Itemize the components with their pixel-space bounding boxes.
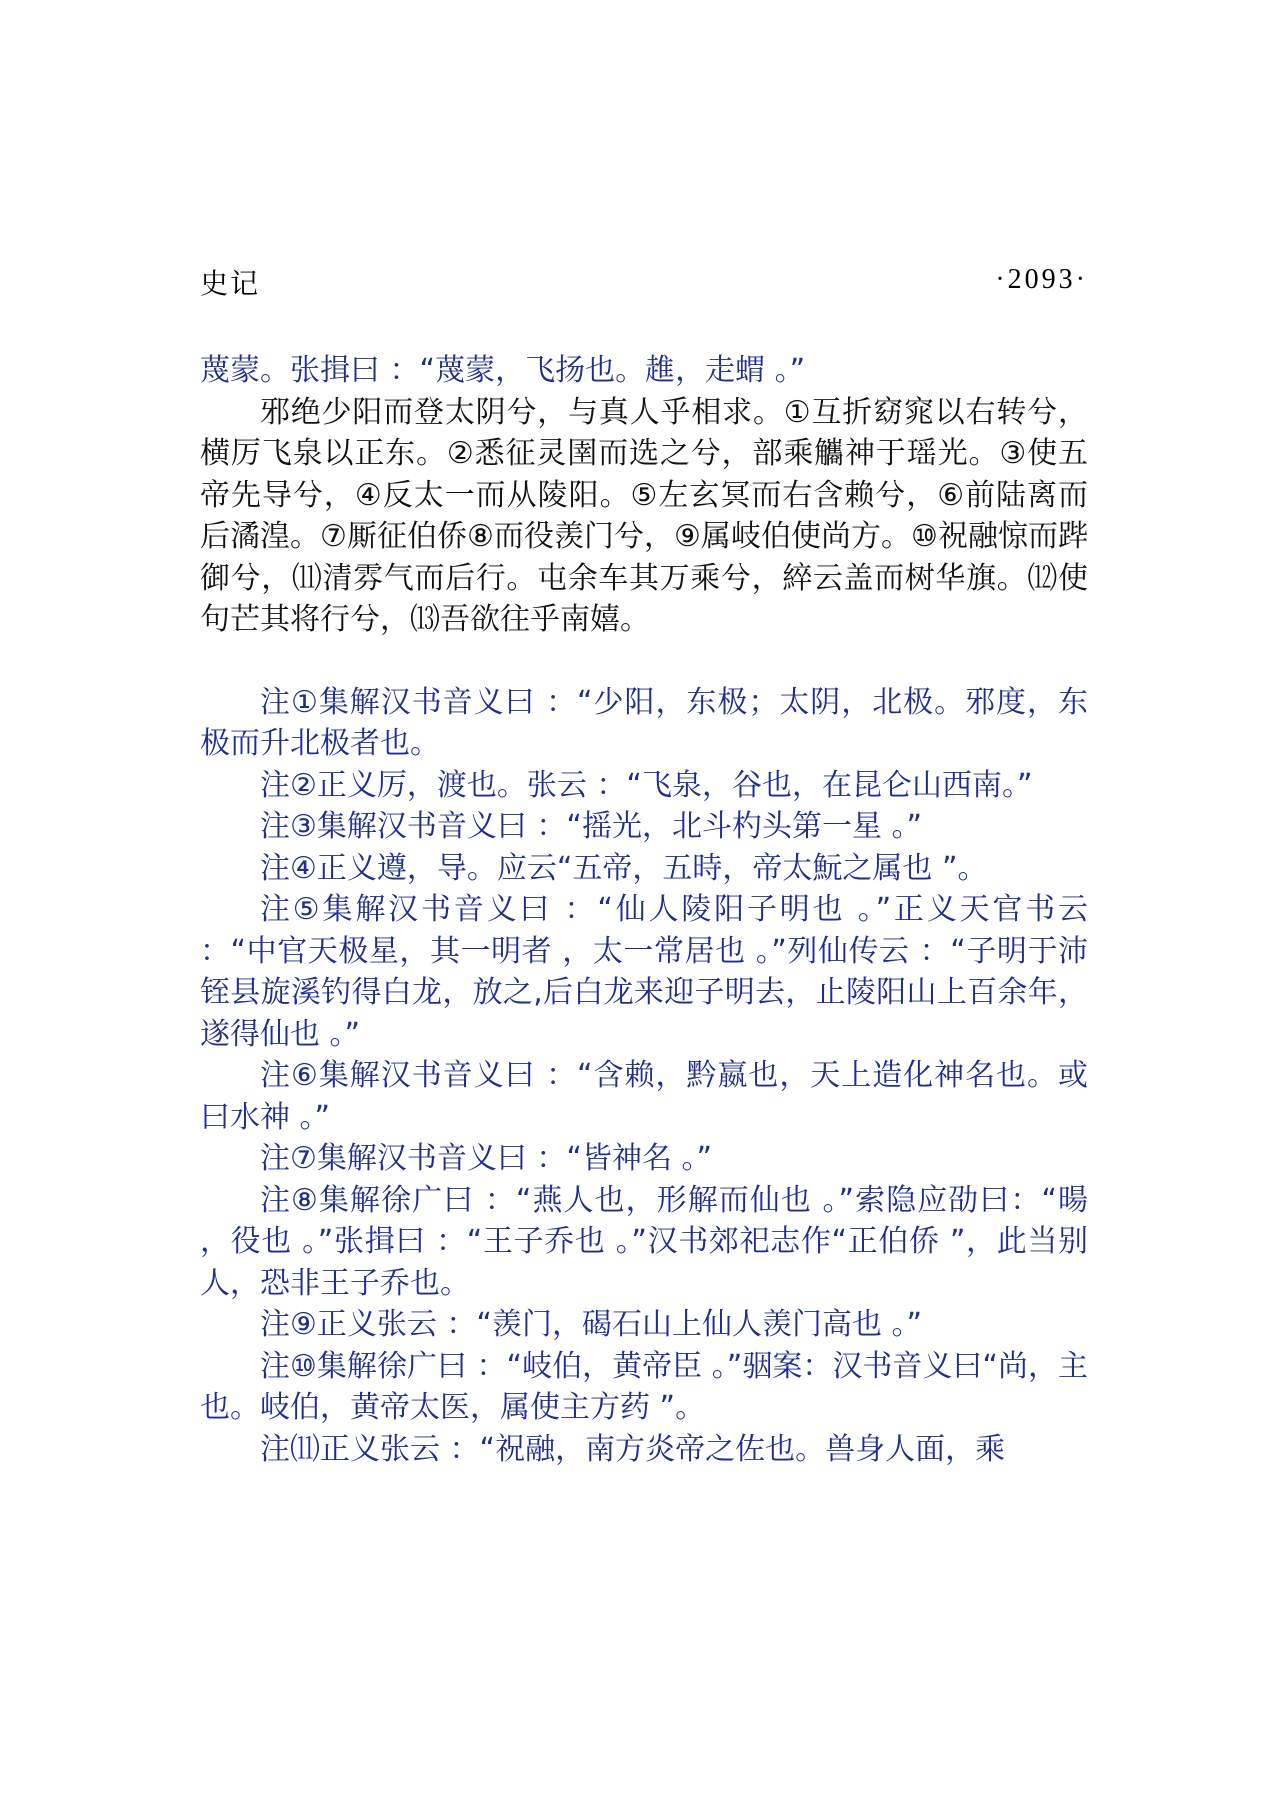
note-4: 注④正义遵，导。应云“五帝，五時，帝太魭之属也 ”。 <box>260 850 988 886</box>
note-2: 注②正义厉，渡也。张云 ：“飞泉，谷也，在昆仑山西南。” <box>260 767 1033 803</box>
continuation-paragraph: 蔑蒙。张揖曰 ：“蔑蒙，飞扬也。趡，走蝟 。” <box>200 353 806 388</box>
note-10: 注⑩集解徐广曰 ：“岐伯，黄帝臣 。”骃案：汉书音义曰“尚，主也。岐伯，黄帝太医，属使主方药 ”。 <box>200 1348 1088 1425</box>
note-3: 注③集解汉书音义曰 ：“摇光，北斗杓头第一星 。” <box>260 809 923 844</box>
note-8: 注⑧集解徐广曰 ：“燕人也，形解而仙也 。”索隐应劭曰：“暘 ，役也 。”张揖曰 ：“王子乔也 。”汉书郊祀志作“正伯侨 ”，此当别人，恐非王子乔也。 <box>200 1182 1088 1301</box>
page-body <box>200 350 1088 1470</box>
main-text-paragraph: 邪绝少阳而登太阴兮，与真人乎相求。①互折窈窕以右转兮，横厉飞泉以正东。②悉征灵圉而选之兮，部乘觿神于瑶光。③使五帝先导兮，④反太一而从陵阳。⑤左玄冥而右含赖兮，⑥前陆离而后潏湟。⑦厮征伯侨⑧而役羡门兮，⑨属岐伯使尚方。⑩祝融惊而跸御兮，⑾清雰气而后行。屯余车其万乘兮，綷云盖而树华旗。⑿使句芒其将行兮，⒀吾欲往乎南嬉。 <box>200 394 1088 637</box>
note-1: 注①集解汉书音义曰 ：“少阳，东极；太阴，北极。邪度，东极而升北极者也。 <box>200 684 1088 761</box>
note-7: 注⑦集解汉书音义曰 ：“皆神名 。” <box>260 1141 713 1176</box>
page-header <box>200 262 1088 310</box>
book-title: 史记 <box>200 267 261 300</box>
page-number: ·2093· <box>995 264 1088 295</box>
note-9: 注⑨正义张云 ：“羡门，碣石山上仙人羡门高也 。” <box>260 1307 923 1342</box>
note-6: 注⑥集解汉书音义曰 ：“含赖，黔嬴也，天上造化神名也。或曰水神 。” <box>200 1058 1088 1135</box>
note-11: 注⑾正义张云 ：“祝融，南方炎帝之佐也。兽身人面，乘 <box>260 1431 1006 1467</box>
note-5: 注⑤集解汉书音义曰 ：“仙人陵阳子明也 。”正义天官书云 ：“中官天极星，其一明者 ，太一常居也 。”列仙传云 ：“子明于沛铚县旋溪钓得白龙，放之,后白龙来迎子明去，止陵阳山上百余年，遂得仙也 。” <box>200 892 1088 1052</box>
section-gap <box>200 641 1088 682</box>
